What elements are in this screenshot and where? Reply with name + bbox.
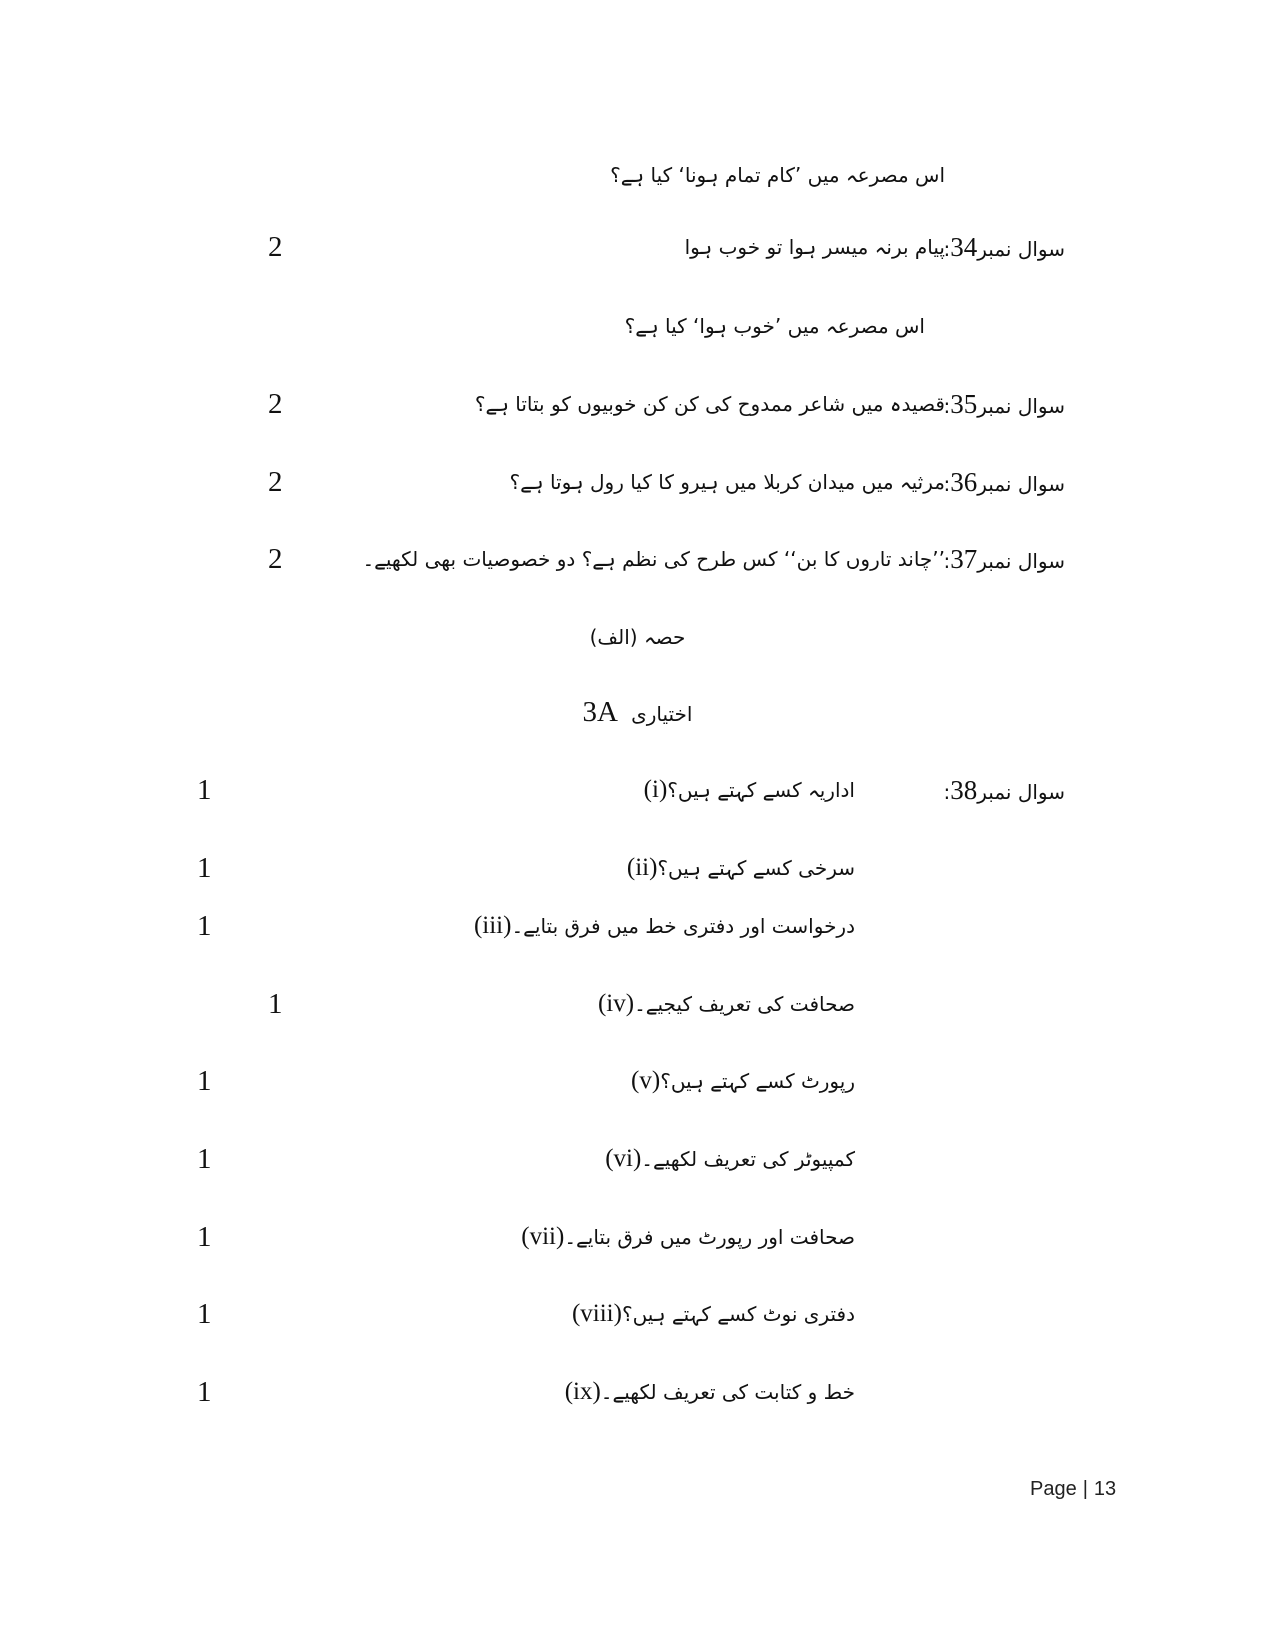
section-title: حصہ (الف) xyxy=(589,625,686,649)
q38-item-ix: (ix)خط و کتابت کی تعریف لکھیے۔ xyxy=(564,1378,855,1405)
section-subtitle: اختیاری 3A xyxy=(582,696,693,728)
q38-item-v: (v)رپورٹ کسے کہتے ہیں؟ xyxy=(631,1067,855,1094)
q38-item-iv-marks: 1 xyxy=(268,988,283,1020)
q38-item-vi: (vi)کمپیوٹر کی تعریف لکھیے۔ xyxy=(605,1145,855,1172)
q38-item-i: (i)اداریہ کسے کہتے ہیں؟ xyxy=(643,776,855,803)
q38-item-v-marks: 1 xyxy=(197,1065,212,1097)
question-34-label: سوال نمبر34: xyxy=(943,232,1065,262)
question-37-label: سوال نمبر37: xyxy=(943,544,1065,574)
q38-item-ii: (ii)سرخی کسے کہتے ہیں؟ xyxy=(626,854,855,881)
question-36-label: سوال نمبر36: xyxy=(943,467,1065,497)
question-34-subline: اس مصرعہ میں ’خوب ہوا‘ کیا ہے؟ xyxy=(624,314,925,338)
q38-item-ii-marks: 1 xyxy=(197,852,212,884)
question-36-text: مرثیہ میں میدان کربلا میں ہیرو کا کیا رول ہوتا ہے؟ xyxy=(509,470,945,494)
page-label: Page xyxy=(1030,1478,1077,1500)
page-separator: | xyxy=(1082,1478,1088,1500)
question-33-subline: اس مصرعہ میں ’کام تمام ہونا‘ کیا ہے؟ xyxy=(610,163,945,187)
q38-item-iii: (iii)درخواست اور دفتری خط میں فرق بتایے۔ xyxy=(473,912,855,939)
question-35-text: قصیدہ میں شاعر ممدوح کی کن کن خوبیوں کو بتاتا ہے؟ xyxy=(474,392,945,416)
question-35-marks: 2 xyxy=(268,388,283,420)
question-38-label: سوال نمبر38: xyxy=(943,775,1065,805)
question-36-marks: 2 xyxy=(268,466,283,498)
question-34-text: پیام برنہ میسر ہوا تو خوب ہوا xyxy=(684,235,945,259)
q38-item-i-marks: 1 xyxy=(197,774,212,806)
q38-item-viii: (viii)دفتری نوٹ کسے کہتے ہیں؟ xyxy=(571,1300,855,1327)
q38-item-viii-marks: 1 xyxy=(197,1298,212,1330)
q38-item-vi-marks: 1 xyxy=(197,1143,212,1175)
page-footer xyxy=(1030,1478,1116,1501)
q38-item-iii-marks: 1 xyxy=(197,910,212,942)
q38-item-iv: (iv)صحافت کی تعریف کیجیے۔ xyxy=(597,990,855,1017)
question-37-text: ’’چاند تاروں کا بن‘‘ کس طرح کی نظم ہے؟ دو خصوصیات بھی لکھیے۔ xyxy=(362,547,945,571)
question-35-label: سوال نمبر35: xyxy=(943,389,1065,419)
q38-item-ix-marks: 1 xyxy=(197,1376,212,1408)
page-number: 13 xyxy=(1093,1478,1117,1500)
question-37-marks: 2 xyxy=(268,543,283,575)
q38-item-vii: (vii)صحافت اور رپورٹ میں فرق بتایے۔ xyxy=(521,1223,855,1250)
q38-item-vii-marks: 1 xyxy=(197,1221,212,1253)
question-34-marks: 2 xyxy=(268,231,283,263)
